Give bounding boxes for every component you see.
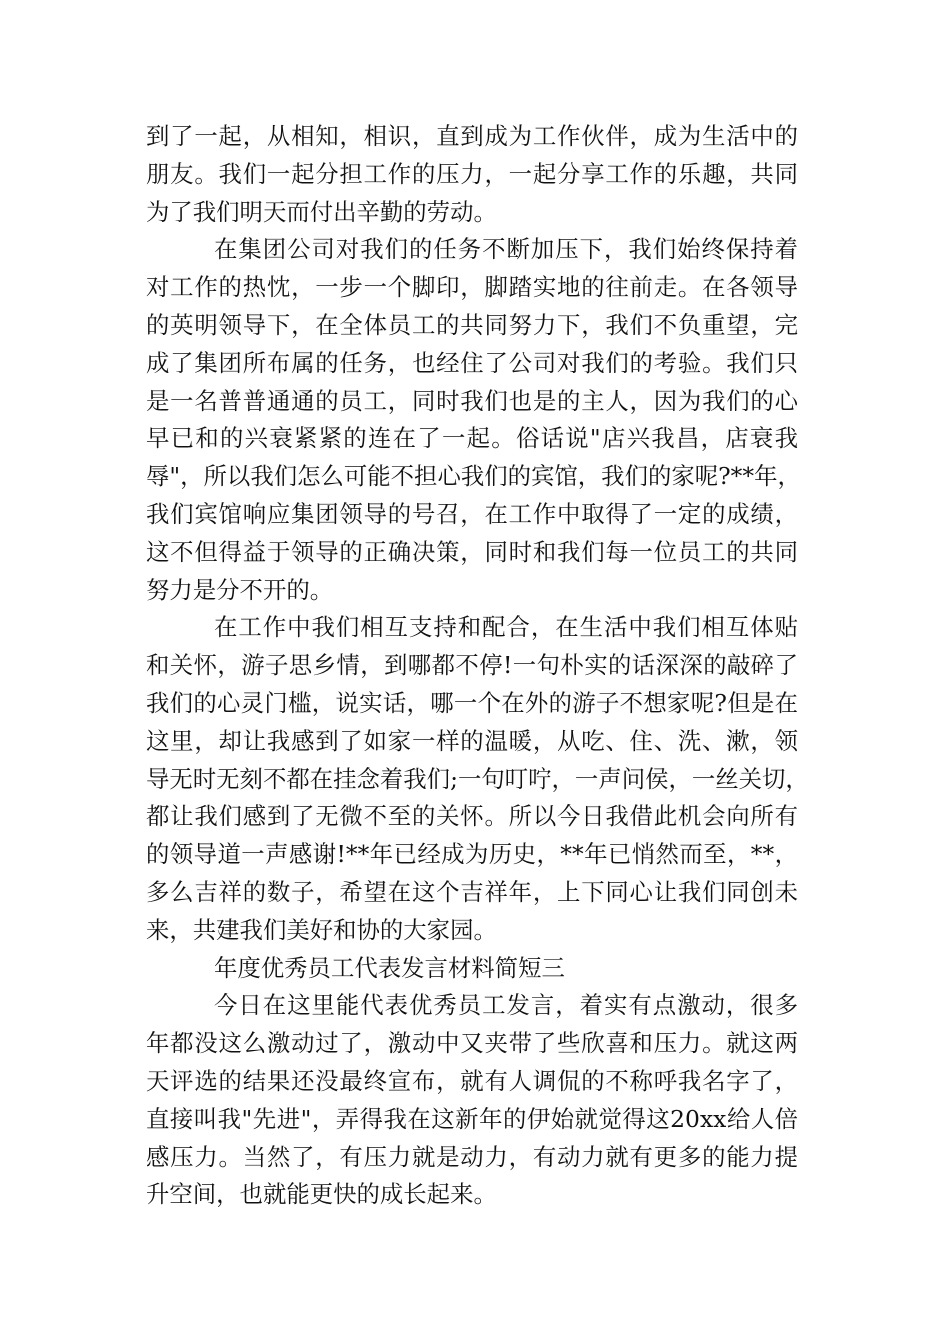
- text-line: 我们的心灵门槛，说实话，哪一个在外的游子不想家呢?但是在: [146, 688, 798, 717]
- text-line: 对工作的热忱，一步一个脚印，脚踏实地的往前走。在各领导: [146, 273, 798, 302]
- text-line: 年都没这么激动过了，激动中又夹带了些欣喜和压力。就这两: [146, 1029, 798, 1058]
- text-line: 这不但得益于领导的正确决策，同时和我们每一位员工的共同: [146, 537, 798, 566]
- text-line: 是一名普普通通的员工，同时我们也是的主人，因为我们的心: [146, 386, 798, 415]
- text-line: 我们宾馆响应集团领导的号召，在工作中取得了一定的成绩，: [146, 499, 798, 528]
- text-line: 这里，却让我感到了如家一样的温暖，从吃、住、洗、漱，领: [146, 726, 798, 755]
- text-line: 直接叫我"先进"，弄得我在这新年的伊始就觉得这20xx给人倍: [146, 1104, 798, 1133]
- paragraph-first-line: 年度优秀员工代表发言材料简短三: [214, 953, 565, 982]
- paragraph-first-line: 今日在这里能代表优秀员工发言，着实有点激动，很多: [214, 991, 798, 1020]
- text-line: 为了我们明天而付出辛勤的劳动。: [146, 197, 497, 226]
- text-line: 努力是分不开的。: [146, 575, 334, 604]
- document-body: [146, 118, 809, 1214]
- text-line: 的英明领导下，在全体员工的共同努力下，我们不负重望，完: [146, 310, 798, 339]
- text-line: 多么吉祥的数子，希望在这个吉祥年，上下同心让我们同创未: [146, 877, 798, 906]
- text-line: 成了集团所布属的任务，也经住了公司对我们的考验。我们只: [146, 348, 798, 377]
- text-line: 辱"，所以我们怎么可能不担心我们的宾馆，我们的家呢?**年，: [146, 462, 801, 491]
- paragraph-first-line: 在集团公司对我们的任务不断加压下，我们始终保持着: [214, 235, 798, 264]
- text-line: 来，共建我们美好和协的大家园。: [146, 915, 497, 944]
- text-line: 导无时无刻不都在挂念着我们;一句叮咛，一声问侯，一丝关切，: [146, 764, 809, 793]
- text-line: 到了一起，从相知，相识，直到成为工作伙伴，成为生活中的: [146, 122, 798, 150]
- text-line: 和关怀，游子思乡情，到哪都不停!一句朴实的话深深的敲碎了: [146, 651, 798, 680]
- text-line: 升空间，也就能更快的成长起来。: [146, 1180, 497, 1209]
- text-line: 朋友。我们一起分担工作的压力，一起分享工作的乐趣，共同: [146, 159, 798, 188]
- text-line: 天评选的结果还没最终宣布，就有人调侃的不称呼我名字了，: [146, 1066, 798, 1095]
- text-line: 的领导道一声感谢!**年已经成为历史，**年已悄然而至，**，: [146, 840, 798, 869]
- text-line: 早已和的兴衰紧紧的连在了一起。俗话说"店兴我昌，店衰我: [146, 424, 798, 453]
- paragraph-first-line: 在工作中我们相互支持和配合，在生活中我们相互体贴: [214, 613, 798, 642]
- text-line: 都让我们感到了无微不至的关怀。所以今日我借此机会向所有: [146, 802, 798, 831]
- text-line: 感压力。当然了，有压力就是动力，有动力就有更多的能力提: [146, 1142, 798, 1171]
